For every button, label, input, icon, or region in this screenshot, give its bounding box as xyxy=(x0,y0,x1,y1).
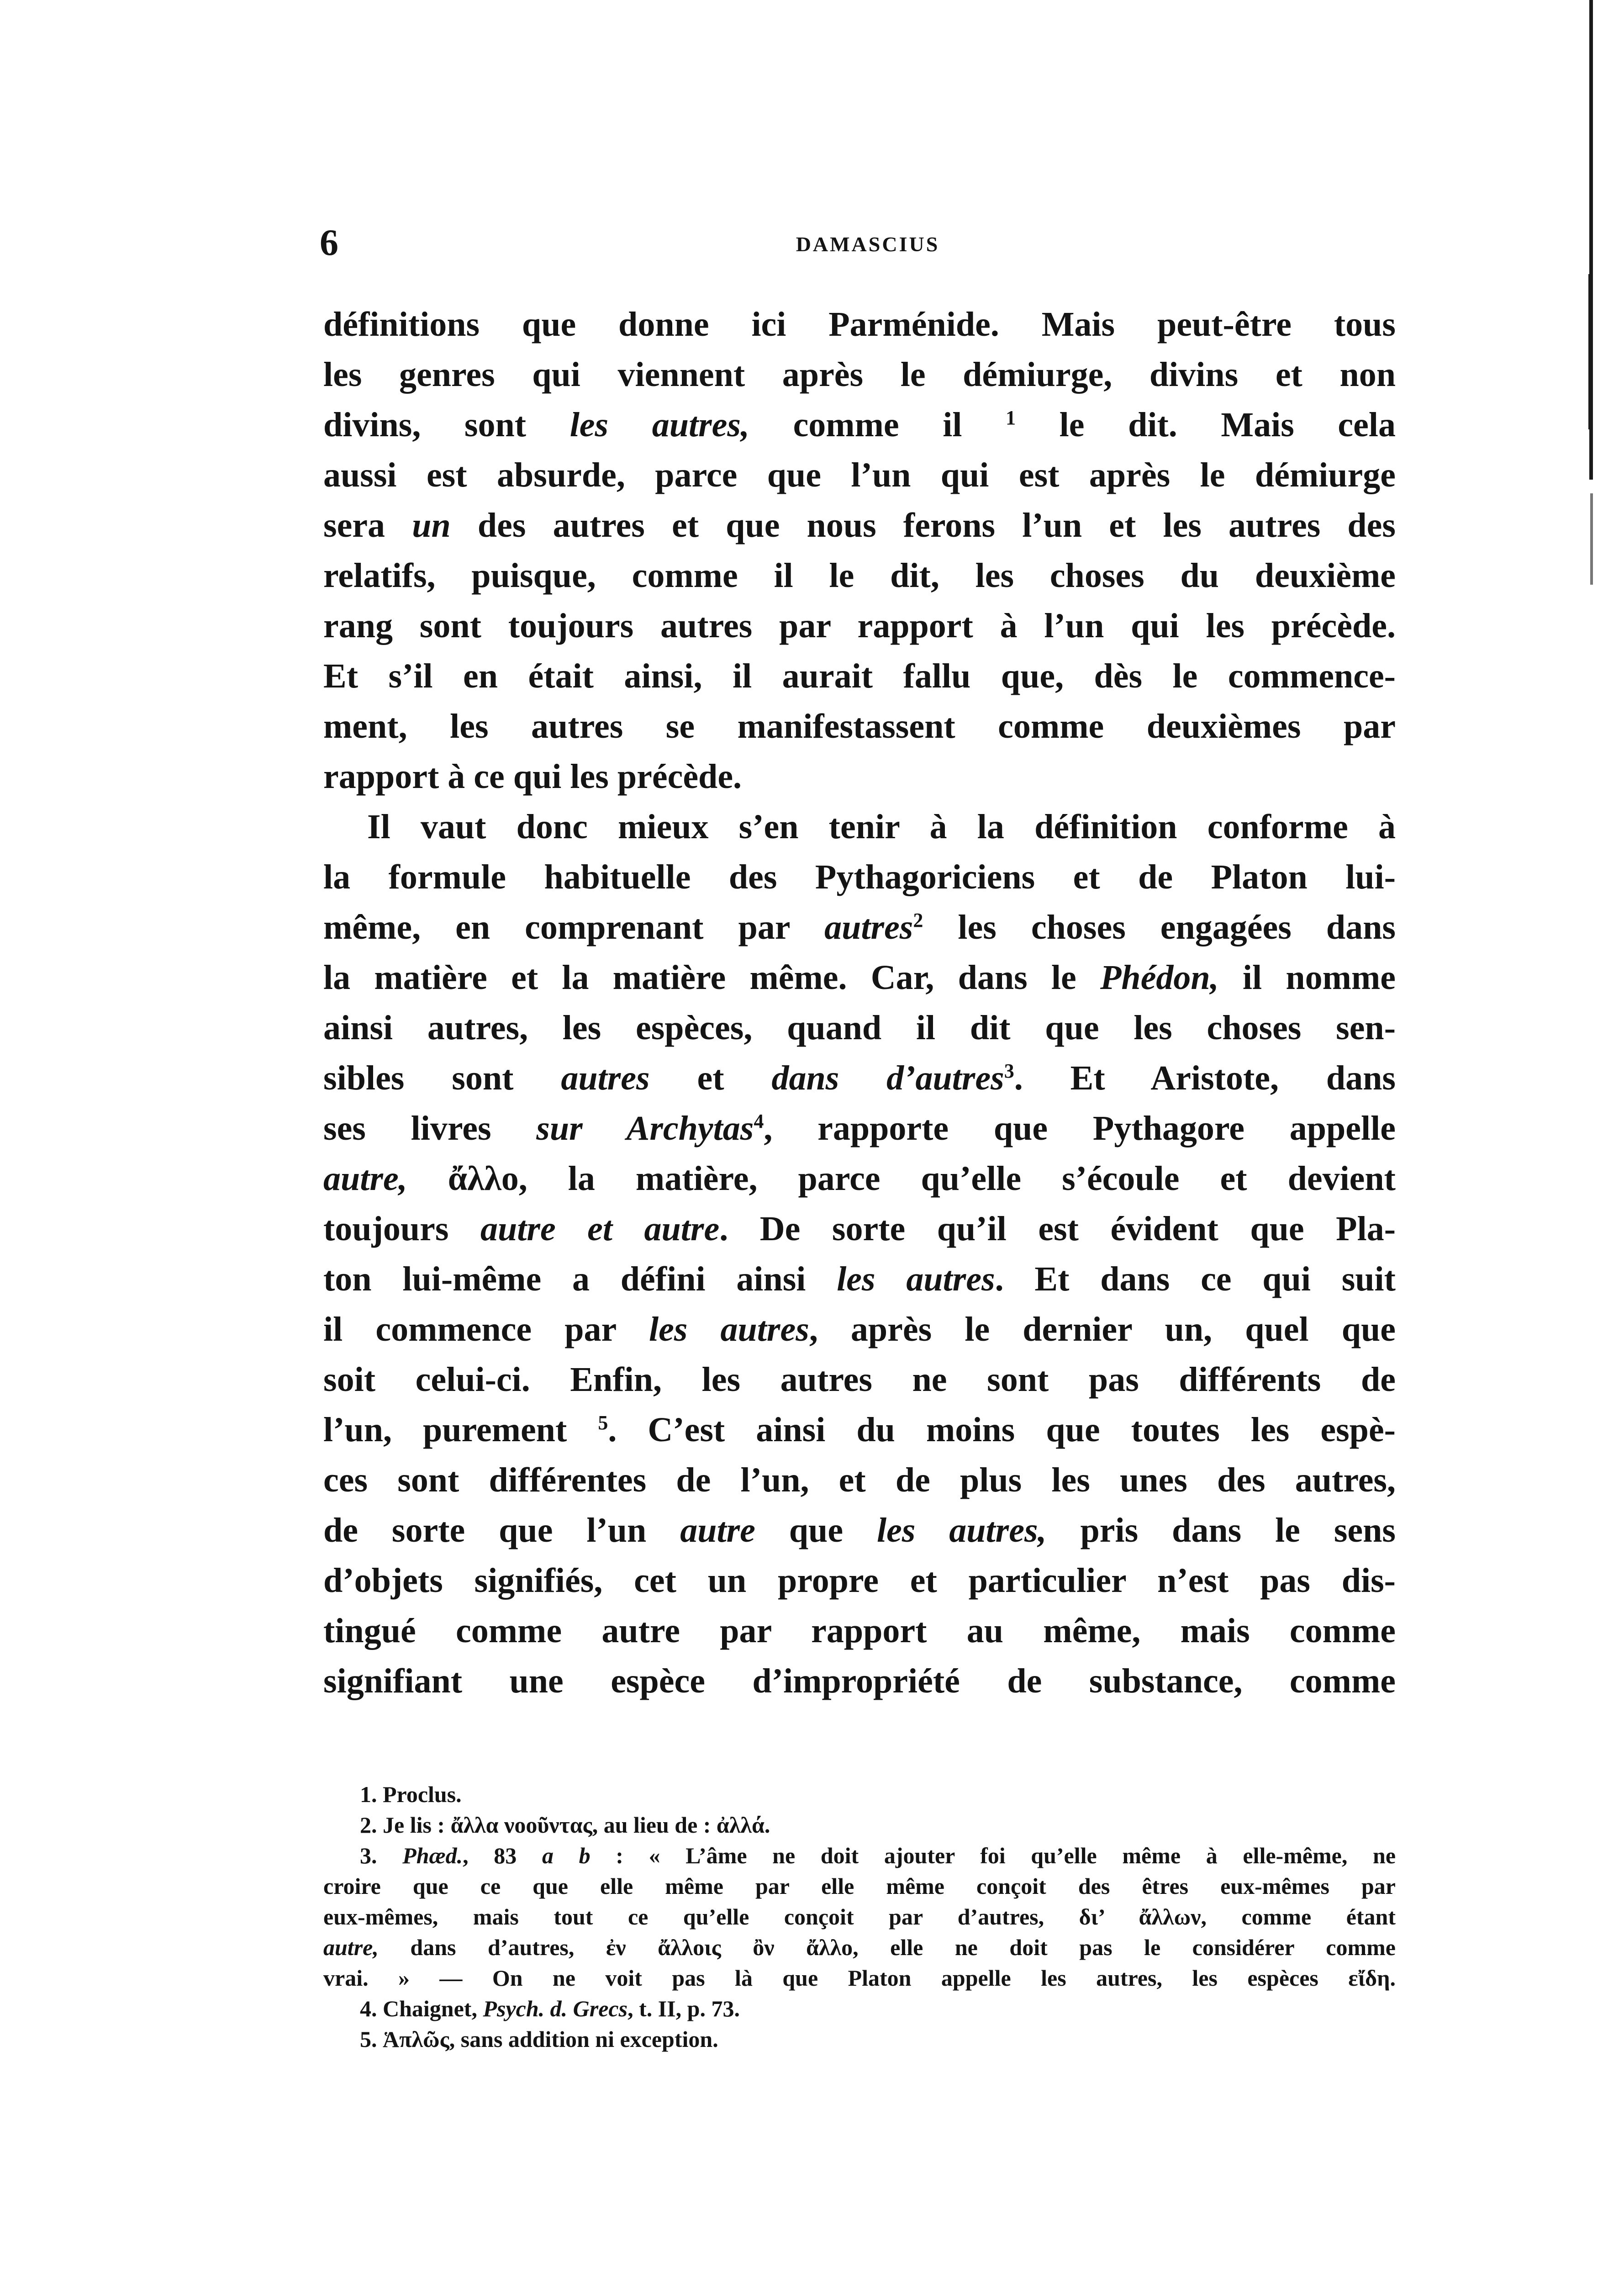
text-run: et xyxy=(649,1059,772,1097)
text-run: tingué comme autre par rapport au même, mais comme xyxy=(323,1612,1396,1650)
text-run: , après le dernier un, quel que xyxy=(809,1310,1396,1348)
text-run: rang sont toujours autres par rapport à l’un qui les précède. xyxy=(323,607,1396,645)
text-run: pris dans le sens xyxy=(1046,1511,1396,1549)
text-run: divins, sont xyxy=(323,406,570,444)
text-run: . De sorte qu’il est évident que Pla- xyxy=(719,1210,1396,1248)
text-run: , t. II, p. 73. xyxy=(627,1996,740,2021)
text-line xyxy=(323,1405,1396,1455)
text-run: eux-mêmes, mais tout ce qu’elle conçoit par d’autres, δι’ ἄλλων, comme étant xyxy=(323,1904,1396,1930)
text-run: : « L’âme ne doit ajouter foi qu’elle même à elle-même, ne xyxy=(590,1843,1396,1868)
italic-run: Phédon, xyxy=(1100,958,1219,997)
text-line xyxy=(323,1505,1396,1555)
text-line xyxy=(323,1053,1396,1103)
text-run: sera xyxy=(323,506,412,545)
italic-run: autres xyxy=(824,908,913,946)
text-line xyxy=(323,902,1396,952)
text-run: signifiant une espèce d’impropriété de substance, comme xyxy=(323,1662,1396,1700)
text-run: . C’est ainsi du moins que toutes les espè- xyxy=(608,1411,1396,1449)
text-line xyxy=(323,802,1396,852)
footnote-ref: 2 xyxy=(913,909,923,931)
margin-scan-edge xyxy=(1588,274,1593,429)
text-run: des autres et que nous ferons l’un et les autres des xyxy=(450,506,1396,545)
footnote-2 xyxy=(323,1810,1396,1840)
text-run: que xyxy=(755,1511,877,1549)
text-run: vrai. » — On ne voit pas là que Platon appelle les autres, les espèces εἴδη. xyxy=(323,1965,1396,1991)
italic-run: Phæd. xyxy=(402,1843,463,1868)
running-head: DAMASCIUS xyxy=(796,233,940,256)
text-line xyxy=(323,1455,1396,1505)
text-run: , rapporte que Pythagore appelle xyxy=(764,1109,1396,1147)
text-run: croire que ce que elle même par elle même conçoit des êtres eux-mêmes par xyxy=(323,1873,1396,1899)
text-line xyxy=(323,550,1396,601)
text-run: l’un, purement xyxy=(323,1411,598,1449)
text-line xyxy=(323,1555,1396,1606)
text-run: . Et Aristote, dans xyxy=(1014,1059,1396,1097)
text-line xyxy=(323,1254,1396,1304)
text-run: 2. Je lis : ἄλλα νοοῦντας, au lieu de : ἀλλά. xyxy=(360,1812,770,1838)
italic-run: dans d’autres xyxy=(771,1059,1004,1097)
text-line xyxy=(323,852,1396,902)
text-run: toujours xyxy=(323,1210,480,1248)
text-run: les choses engagées dans xyxy=(923,908,1396,946)
text-run: . Et dans ce qui suit xyxy=(995,1260,1396,1298)
text-run: soit celui-ci. Enfin, les autres ne sont pas différents de xyxy=(323,1360,1396,1399)
text-run: sibles sont xyxy=(323,1059,561,1097)
text-run: 1. Proclus. xyxy=(360,1782,462,1807)
greek-text: ἄλλο, xyxy=(407,1159,527,1198)
text-run: , 83 xyxy=(463,1843,542,1868)
italic-run: un xyxy=(412,506,451,545)
italic-run: autre, xyxy=(323,1935,379,1960)
margin-scan-edge xyxy=(1590,493,1593,585)
text-line xyxy=(323,1606,1396,1656)
footnote-ref: 5 xyxy=(598,1412,608,1434)
text-run: même, en comprenant par xyxy=(323,908,825,946)
footnote-3-cont xyxy=(323,1932,1396,1963)
text-run: de sorte que l’un xyxy=(323,1511,680,1549)
italic-run: Psych. d. Grecs xyxy=(483,1996,628,2021)
footnote-3 xyxy=(323,1840,1396,1871)
text-run: comme il xyxy=(749,406,1006,444)
text-line xyxy=(323,1354,1396,1405)
text-run: dans d’autres, ἐν ἄλλοις ὂν ἄλλο, elle ne doit pas le considérer comme xyxy=(378,1935,1396,1960)
text-line xyxy=(323,1656,1396,1706)
text-line xyxy=(323,450,1396,500)
footnote-ref: 1 xyxy=(1006,407,1016,429)
text-line xyxy=(323,1153,1396,1204)
italic-run: autre et autre xyxy=(480,1210,720,1248)
text-run: la matière et la matière même. Car, dans le xyxy=(323,958,1100,997)
italic-run: les autres xyxy=(837,1260,995,1298)
main-text xyxy=(323,299,1396,1706)
text-line xyxy=(323,400,1396,450)
text-run: ses livres xyxy=(323,1109,537,1147)
text-line xyxy=(323,500,1396,550)
italic-run: autre xyxy=(680,1511,755,1549)
footnote-3-cont xyxy=(323,1963,1396,1993)
text-line xyxy=(323,701,1396,751)
text-run: il nomme xyxy=(1218,958,1396,997)
text-line xyxy=(323,1204,1396,1254)
text-run: 4. Chaignet, xyxy=(360,1996,483,2021)
text-run: 3. xyxy=(360,1843,403,1868)
page-header xyxy=(320,222,1397,263)
text-line xyxy=(323,349,1396,400)
footnote-1 xyxy=(323,1779,1396,1810)
text-run: ainsi autres, les espèces, quand il dit que les choses sen- xyxy=(323,1009,1396,1047)
footnote-3-cont xyxy=(323,1902,1396,1932)
text-line xyxy=(323,651,1396,701)
italic-run: les autres xyxy=(649,1310,809,1348)
italic-run: les autres, xyxy=(876,1511,1047,1549)
text-run: les genres qui viennent après le démiurge, divins et non xyxy=(323,355,1396,394)
text-line xyxy=(323,299,1396,349)
italic-run: autres xyxy=(561,1059,650,1097)
italic-run: autre, xyxy=(323,1159,407,1198)
text-run: la matière, parce qu’elle s’écoule et devient xyxy=(527,1159,1396,1198)
text-run: rapport à ce qui les précède. xyxy=(323,757,742,796)
italic-run: sur Archytas xyxy=(536,1109,754,1147)
text-run: ment, les autres se manifestassent comme deuxièmes par xyxy=(323,707,1396,745)
page-number: 6 xyxy=(320,222,338,263)
text-run: ton lui-même a défini ainsi xyxy=(323,1260,837,1298)
footnote-ref: 4 xyxy=(754,1110,764,1132)
text-line xyxy=(323,751,1396,802)
text-run: définitions que donne ici Parménide. Mais peut-être tous xyxy=(323,305,1396,344)
text-run: relatifs, puisque, comme il le dit, les choses du deuxième xyxy=(323,556,1396,595)
footnote-3-cont xyxy=(323,1871,1396,1902)
footnotes xyxy=(323,1779,1396,2055)
text-run: 5. Ἁπλῶς, sans addition ni exception. xyxy=(360,2026,718,2052)
text-line xyxy=(323,1103,1396,1153)
text-line xyxy=(323,952,1396,1003)
text-line xyxy=(323,1003,1396,1053)
text-run: ces sont différentes de l’un, et de plus les unes des autres, xyxy=(323,1461,1396,1499)
footnote-4 xyxy=(323,1993,1396,2024)
text-run: Il vaut donc mieux s’en tenir à la définition conforme à xyxy=(367,808,1396,846)
text-run: le dit. Mais cela xyxy=(1016,406,1396,444)
text-run: aussi est absurde, parce que l’un qui est après le démiurge xyxy=(323,456,1396,494)
text-line xyxy=(323,601,1396,651)
italic-run: les autres, xyxy=(569,406,749,444)
text-run: d’objets signifiés, cet un propre et particulier n’est pas dis- xyxy=(323,1561,1396,1600)
text-run: la formule habituelle des Pythagoriciens et de Platon lui- xyxy=(323,858,1396,896)
italic-run: a b xyxy=(542,1843,591,1868)
text-line xyxy=(323,1304,1396,1354)
text-run: Et s’il en était ainsi, il aurait fallu que, dès le commence- xyxy=(323,657,1396,695)
footnote-ref: 3 xyxy=(1004,1060,1014,1082)
text-run: il commence par xyxy=(323,1310,649,1348)
footnote-5 xyxy=(323,2024,1396,2055)
